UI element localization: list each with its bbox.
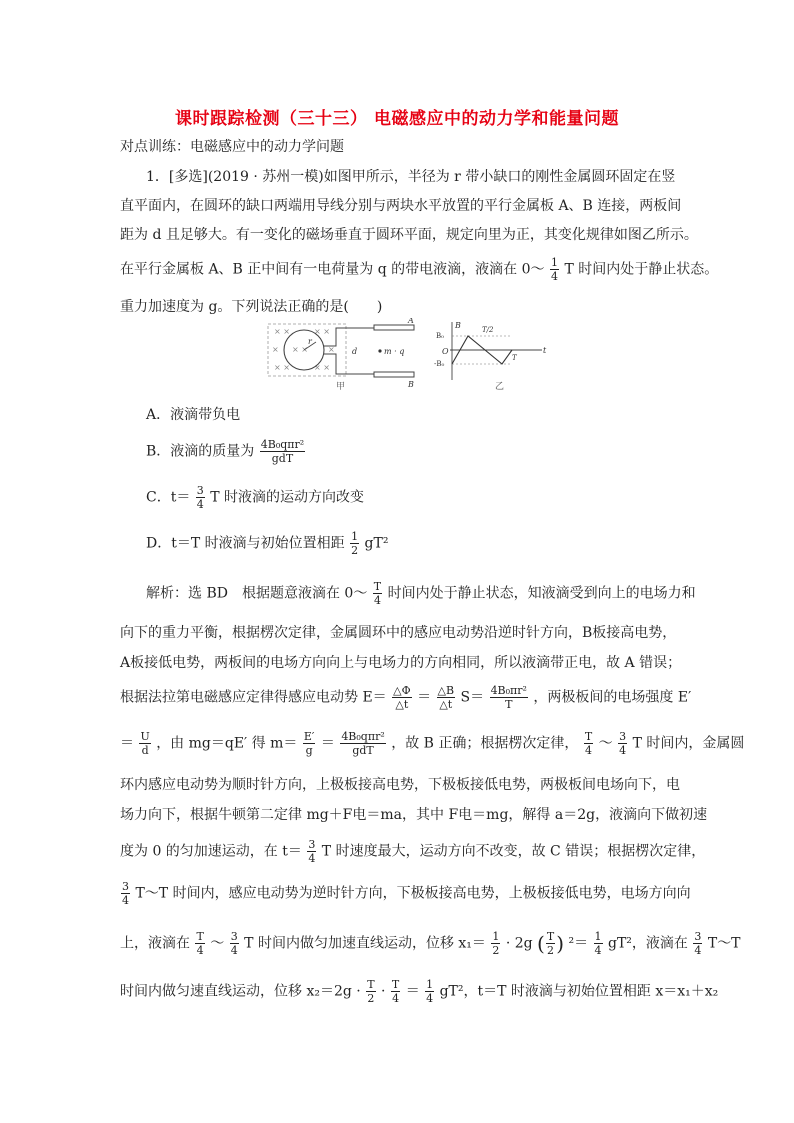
analysis-line-3: A板接低电势，两板间的电场方向向上与电场力的方向相同，所以液滴带正电，故 A 错误； bbox=[120, 655, 682, 671]
frac-num: 3 bbox=[230, 930, 238, 943]
fraction-quarter bbox=[550, 256, 559, 283]
gap-label: d bbox=[352, 347, 358, 356]
frac-num: 3 bbox=[196, 484, 204, 497]
option-b-text: B．液滴的质量为 bbox=[146, 443, 255, 460]
question-line-5: 重力加速度为 g。下列说法正确的是( ) bbox=[120, 299, 383, 315]
frac-num: 1 bbox=[351, 530, 359, 543]
frac-den: 2 bbox=[367, 992, 375, 1005]
analysis-text: ²＝ bbox=[568, 935, 589, 952]
analysis-text: ＝ bbox=[320, 735, 335, 752]
question-line-4-start: 在平行金属板 A、B 正中间有一电荷量为 q 的带电液滴，液滴在 0～ bbox=[120, 261, 545, 278]
frac-num: E′ bbox=[303, 730, 315, 743]
analysis-text: T～T 时间内，感应电动势为逆时针方向，下极板接高电势，上极板接低电势，电场方向向 bbox=[135, 885, 691, 902]
fraction-t-half-2 bbox=[366, 978, 375, 1005]
analysis-text: 根据法拉第电磁感应定律得感应电动势 E＝ bbox=[120, 689, 387, 706]
frac-den: 4 bbox=[196, 498, 204, 511]
figure-yi bbox=[434, 321, 547, 390]
b-axis-label: B bbox=[455, 321, 461, 330]
analysis-text: T 时间内，金属圆 bbox=[632, 735, 745, 752]
fraction-db-dt bbox=[437, 684, 456, 711]
option-c-end: T 时液滴的运动方向改变 bbox=[210, 489, 365, 506]
frac-num: 3 bbox=[122, 880, 129, 893]
plate-b bbox=[374, 372, 414, 377]
frac-den: gdT bbox=[352, 744, 374, 757]
droplet-label: m · q bbox=[384, 347, 405, 356]
analysis-text: · bbox=[380, 983, 386, 1000]
analysis-line-4 bbox=[120, 684, 691, 711]
analysis-text: ＝ bbox=[405, 983, 420, 1000]
frac-den: 4 bbox=[308, 852, 316, 865]
option-c bbox=[146, 484, 364, 511]
fraction-t-quarter bbox=[373, 580, 382, 607]
frac-num: 3 bbox=[308, 838, 316, 851]
analysis-text: ，两极板间的电场强度 E′ bbox=[533, 689, 692, 706]
svg-text:× ×: × × bbox=[292, 345, 308, 354]
frac-den: T bbox=[505, 698, 513, 711]
frac-num: 4B₀qπr² bbox=[341, 730, 385, 743]
analysis-line-5 bbox=[120, 730, 744, 757]
fraction-half-2 bbox=[491, 930, 500, 957]
svg-text:×: × bbox=[328, 345, 335, 354]
frac-num: 1 bbox=[426, 978, 434, 991]
svg-text:× ×: × × bbox=[274, 363, 290, 372]
plate-b-label: B bbox=[408, 380, 414, 389]
fraction-quarter-3 bbox=[425, 978, 434, 1005]
frac-num: T bbox=[546, 930, 555, 943]
analysis-text: gT²，t＝T 时液滴与初始位置相距 x＝x₁＋x₂ bbox=[439, 983, 719, 1000]
frac-num: T bbox=[584, 730, 593, 743]
analysis-text: ＝ bbox=[120, 735, 134, 752]
frac-den: 4 bbox=[619, 744, 627, 757]
neg-b0-label: -B₀ bbox=[434, 360, 445, 368]
option-b bbox=[146, 438, 306, 465]
half-t-label: T/2 bbox=[482, 326, 494, 334]
analysis-text: ～ bbox=[210, 935, 225, 952]
plate-a-label: A bbox=[408, 318, 414, 325]
t-axis-label: t bbox=[543, 346, 547, 355]
question-line-4 bbox=[120, 256, 718, 283]
svg-text:× ×: × × bbox=[314, 327, 330, 336]
analysis-text: T～T bbox=[707, 935, 741, 952]
frac-den: 2 bbox=[547, 944, 555, 957]
analysis-text: ～ bbox=[598, 735, 613, 752]
frac-num: T bbox=[196, 930, 204, 943]
frac-den: 2 bbox=[351, 544, 359, 557]
analysis-line-1 bbox=[146, 580, 696, 607]
b0-label: B₀ bbox=[436, 332, 444, 340]
analysis-text: ＝ bbox=[417, 689, 432, 706]
frac-den: 4 bbox=[550, 270, 558, 283]
frac-den: 4 bbox=[230, 944, 238, 957]
fraction-three-quarter-6 bbox=[693, 930, 702, 957]
frac-den: 4 bbox=[373, 594, 381, 607]
t-mark-label: T bbox=[512, 354, 517, 362]
page-title: 课时跟踪检测（三十三） 电磁感应中的动力学和能量问题 bbox=[175, 109, 619, 129]
option-c-start: C．t＝ bbox=[146, 489, 191, 506]
fraction-quarter-2 bbox=[594, 930, 603, 957]
analysis-text: · 2g bbox=[505, 935, 533, 952]
droplet bbox=[378, 349, 381, 352]
fraction-three-quarter-3 bbox=[307, 838, 316, 865]
analysis-text: 度为 0 的匀加速运动，在 t＝ bbox=[120, 843, 302, 860]
frac-den: 4 bbox=[694, 944, 702, 957]
frac-den: 4 bbox=[585, 744, 593, 757]
frac-num: 3 bbox=[619, 730, 627, 743]
fraction-eq-g bbox=[303, 730, 316, 757]
analysis-text: gT²，液滴在 bbox=[608, 935, 688, 952]
fraction-t-quarter-3 bbox=[195, 930, 204, 957]
analysis-text: T 时间内做匀加速直线运动，位移 x₁＝ bbox=[244, 935, 486, 952]
frac-den: △t bbox=[439, 698, 453, 711]
frac-den: 2 bbox=[492, 944, 500, 957]
plate-a bbox=[374, 325, 414, 330]
radius-label: r bbox=[308, 337, 312, 346]
fraction-t-quarter-4 bbox=[391, 978, 400, 1005]
question-line-3: 距为 d 且足够大。有一变化的磁场垂直于圆环平面，规定向里为正，其变化规律如图乙所示。 bbox=[120, 227, 698, 243]
option-d-start: D．t＝T 时液滴与初始位置相距 bbox=[146, 535, 345, 552]
frac-den: 4 bbox=[426, 992, 434, 1005]
frac-den: △t bbox=[395, 698, 409, 711]
fraction-u-d bbox=[139, 730, 150, 757]
analysis-line-11 bbox=[120, 978, 718, 1005]
question-line-4-end: T 时间内处于静止状态。 bbox=[564, 261, 719, 278]
frac-den: 4 bbox=[392, 992, 400, 1005]
analysis-text: 上，液滴在 bbox=[120, 935, 190, 952]
analysis-line-7: 场力向下，根据牛顿第二定律 mg＋F电＝ma，其中 F电＝mg，解得 a＝2g，液滴向下做初速 bbox=[120, 807, 708, 823]
frac-num: 3 bbox=[694, 930, 702, 943]
analysis-line-8 bbox=[120, 838, 705, 865]
svg-text:× ×: × × bbox=[274, 327, 290, 336]
fraction-emf bbox=[490, 684, 528, 711]
analysis-text: 时间内做匀速直线运动，位移 x₂＝2g · bbox=[120, 983, 361, 1000]
wire-top bbox=[324, 328, 374, 346]
analysis-line-2: 向下的重力平衡，根据楞次定律，金属圆环中的感应电动势沿逆时针方向，B板接高电势， bbox=[120, 625, 677, 641]
figure-jia-label: 甲 bbox=[336, 382, 346, 390]
option-d bbox=[146, 530, 388, 557]
frac-num: 4B₀qπr² bbox=[260, 438, 305, 451]
frac-num: 4B₀πr² bbox=[490, 684, 527, 697]
fraction-three-quarter-2 bbox=[618, 730, 627, 757]
analysis-line-9 bbox=[120, 880, 691, 907]
frac-num: T bbox=[367, 978, 375, 991]
frac-num: 1 bbox=[492, 930, 500, 943]
fraction-dphi-dt bbox=[392, 684, 411, 711]
frac-den: gdT bbox=[271, 452, 294, 465]
fraction-mass bbox=[260, 438, 305, 465]
fraction-three-quarter bbox=[196, 484, 205, 511]
question-figure bbox=[262, 318, 552, 390]
fraction-three-quarter-4 bbox=[121, 880, 130, 907]
analysis-text: S＝ bbox=[460, 689, 485, 706]
fraction-t-quarter-2 bbox=[584, 730, 593, 757]
frac-den: g bbox=[305, 744, 313, 757]
section-heading: 对点训练：电磁感应中的动力学问题 bbox=[120, 139, 344, 155]
question-line-1: 1．[多选](2019 · 苏州一模)如图甲所示，半径为 r 带小缺口的刚性金属圆环固定在竖 bbox=[146, 169, 676, 185]
svg-text:× ×: × × bbox=[314, 363, 330, 372]
svg-text:×: × bbox=[272, 345, 279, 354]
analysis-text: T 时速度最大，运动方向不改变，故 C 错误；根据楞次定律， bbox=[321, 843, 706, 860]
analysis-text: 时间内处于静止状态，知液滴受到向上的电场力和 bbox=[387, 585, 696, 602]
fraction-half bbox=[350, 530, 359, 557]
frac-den: d bbox=[141, 744, 149, 757]
figure-jia bbox=[268, 318, 414, 390]
fraction-mass-2 bbox=[340, 730, 385, 757]
analysis-line-10: 上，液滴在 $\frac{T}{4}$ ～ $\frac{3}{4}$ T 时间内做匀加速直线运动，位移 x₁＝ $\frac{1}{2}$ · 2g ( $\frac{T}{2}$ ) ²＝ $\frac{1}{4}$ gT²，液滴在 $\frac{3}{4}$ T～T bbox=[120, 930, 741, 957]
frac-den: 4 bbox=[122, 894, 129, 907]
analysis-line-6: 环内感应电动势为顺时针方向，上极板接高电势，下极板接低电势，两极板间电场向下，电 bbox=[120, 777, 680, 793]
fraction-three-quarter-5 bbox=[230, 930, 239, 957]
wire-bottom bbox=[324, 354, 374, 374]
option-a: A．液滴带负电 bbox=[146, 407, 241, 423]
frac-num: △Φ bbox=[393, 684, 411, 697]
analysis-text: ，由 mg＝qE′ 得 m＝ bbox=[156, 735, 298, 752]
analysis-text: 解析：选 BD 根据题意液滴在 0～ bbox=[146, 585, 368, 602]
analysis-text: ，故 B 正确；根据楞次定律， bbox=[391, 735, 579, 752]
frac-num: 1 bbox=[594, 930, 602, 943]
fraction-t-half bbox=[546, 930, 555, 957]
frac-den: 4 bbox=[196, 944, 204, 957]
frac-den: 4 bbox=[594, 944, 602, 957]
frac-num: T bbox=[391, 978, 400, 991]
figure-yi-label: 乙 bbox=[495, 382, 505, 390]
frac-num: T bbox=[373, 580, 382, 593]
frac-num: 1 bbox=[550, 256, 558, 269]
frac-num: U bbox=[140, 730, 150, 743]
frac-num: △B bbox=[437, 684, 455, 697]
origin-label: O bbox=[442, 347, 449, 356]
option-d-end: gT² bbox=[364, 535, 389, 552]
question-line-2: 直平面内，在圆环的缺口两端用导线分别与两块水平放置的平行金属板 A、B 连接，两板间 bbox=[120, 198, 682, 214]
